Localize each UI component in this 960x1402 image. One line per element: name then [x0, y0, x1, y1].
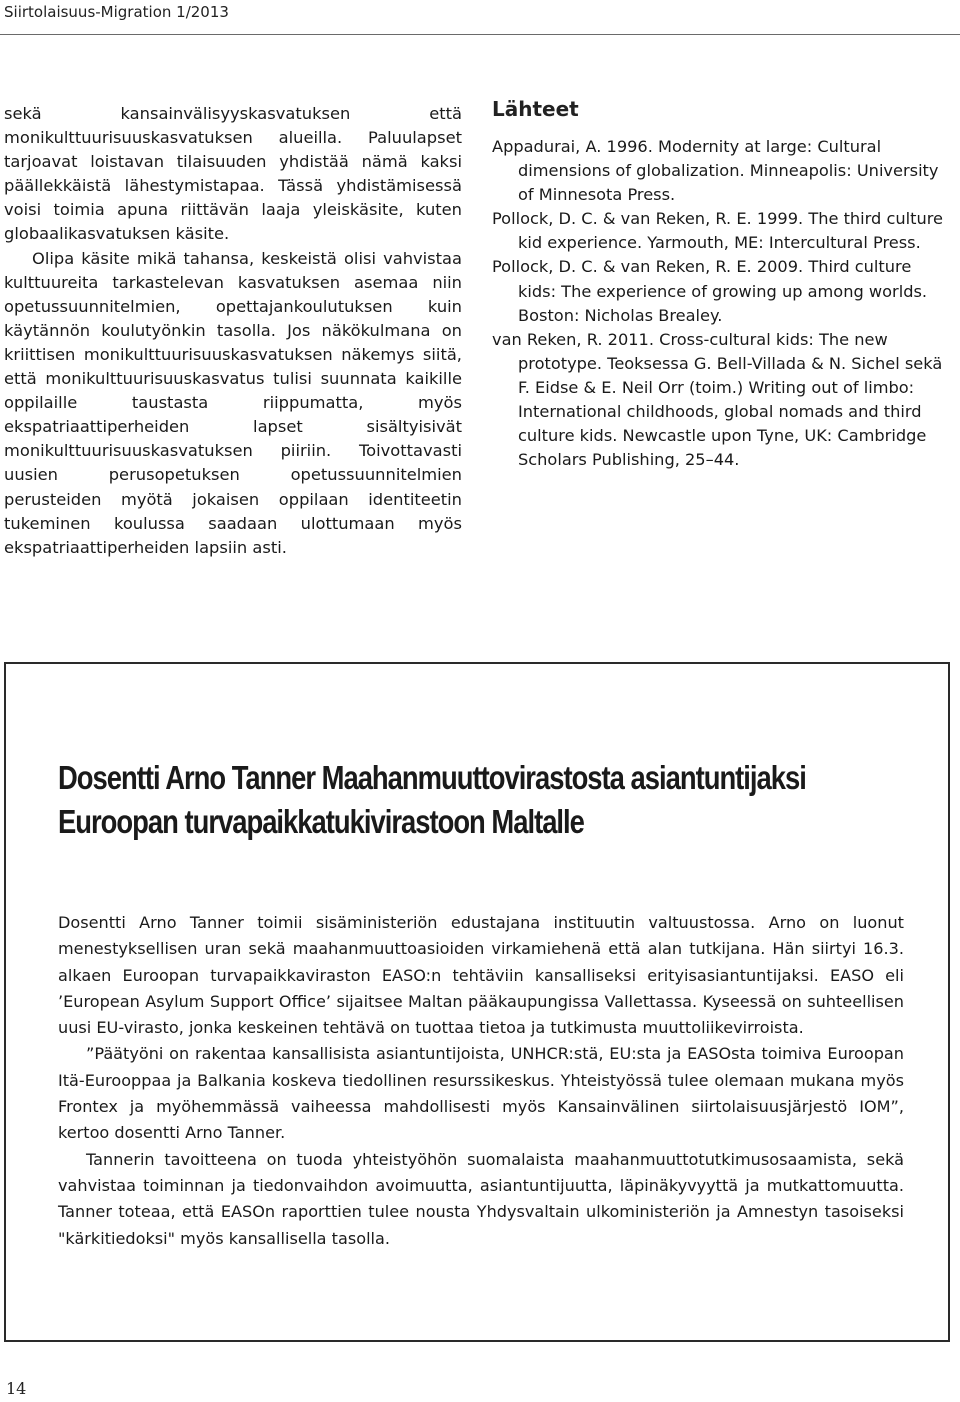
reference-item: Appadurai, A. 1996. Modernity at large: Cultural dimensions of globalization. Minneapolis: University of Minnesota Press.: [492, 137, 939, 205]
reference-item: Pollock, D. C. & van Reken, R. E. 2009. Third culture kids: The experience of growing up among worlds. Boston: Nicholas Brealey.: [492, 257, 928, 325]
reference-item: van Reken, R. 2011. Cross-cultural kids: The new prototype. Teoksessa G. Bell-Villada & N. Sichel sekä F. Eidse & E. Neil Orr (toim.) Writing out of limbo: International childhoods, global nomads and third culture kids. Newcastle upon Tyne, UK: Cambridge Scholars Publishing, 25–44.: [492, 329, 943, 470]
news-box-title: [58, 756, 921, 844]
page-number: 14: [6, 1379, 27, 1398]
reference-item: Pollock, D. C. & van Reken, R. E. 1999. The third culture kid experience. Yarmouth, ME: Intercultural Press.: [492, 209, 943, 253]
paragraph: Olipa käsite mikä tahansa, keskeistä olisi vahvistaa kulttuureita tarkastelevan kasvatuksen asemaa niin opetussuunnitelmien, opettajankoulutuksen kuin käytännön koulutyönkin tasolla. Jos näkökulmana on kriittisen monikulttuurisuuskasvatuksen näkemys siitä, että monikulttuurisuuskasvatus tulisi suunnata kaikille oppilaille taustasta riippumatta, myös ekspatriaattiperheiden lapset sisältyisivät monikulttuurisuuskasvatuksen piiriin. Toivottavasti uusien perusopetuksen opetussuunnitelmien perusteiden myötä jokaisen oppilaan identiteetin tukeminen koulussa saadaan ulottumaan myös ekspatriaattiperheiden lapsiin asti.: [4, 248, 462, 557]
paragraph: Tannerin tavoitteena on tuoda yhteistyöhön suomalaista maahanmuuttotutkimusosaamista, sekä vahvistaa toiminnan ja tiedonvaihdon avoimuutta, asiantuntijuutta, läpinäkyvyyttä ja mutkattomuutta. Tanner toteaa, että EASOn raporttien tulee nousta Yhdysvaltain ulkoministeriön ja Amnestyn tasoiseksi "kärkitiedoksi" myös kansallisella tasolla.: [58, 1149, 904, 1248]
news-box: [4, 662, 950, 1342]
left-column-text: [4, 102, 462, 560]
running-header: Siirtolaisuus-Migration 1/2013: [4, 3, 229, 21]
news-title-line: Euroopan turvapaikkatukivirastoon Maltalle: [58, 803, 584, 840]
news-title-line: Dosentti Arno Tanner Maahanmuuttovirastosta asiantuntijaksi: [58, 759, 806, 796]
header-divider: [0, 34, 960, 35]
paragraph: Dosentti Arno Tanner toimii sisäministeriön edustajana instituutin valtuustossa. Arno on luonut menestyksellisen uran sekä maahanmuuttoasioiden virkamiehenä että alan tutkijana. Hän siirtyi 16.3. alkaen Euroopan turvapaikkaviraston EASO:n tehtäviin kansalliseksi erityisasiantuntijaksi. EASO eli ’European Asylum Support Office’ sijaitsee Maltan pääkaupungissa Vallettassa. Kyseessä on suhteellisen uusi EU-virasto, jonka keskeinen tehtävä on tuottaa tietoa ja tutkimusta muuttoliikevirroista.: [58, 913, 904, 1038]
references-section: [492, 97, 954, 472]
news-box-body: [58, 910, 904, 1252]
references-heading: Lähteet: [492, 97, 579, 121]
paragraph: ”Päätyöni on rakentaa kansallisista asiantuntijoista, UNHCR:stä, EU:sta ja EASOsta toimiva Euroopan Itä-Eurooppaa ja Balkania koskeva tiedollinen resurssikeskus. Yhteistyössä tulee olemaan mukana myös Frontex ja myöhemmässä vaiheessa mahdollisesti myös Kansainvälinen siirtolaisuusjärjestö IOM”, kertoo dosentti Arno Tanner.: [58, 1044, 904, 1143]
paragraph: sekä kansainvälisyyskasvatuksen että monikulttuurisuuskasvatuksen alueilla. Paluulapset tarjoavat loistavan tilaisuuden yhdistää nämä kaksi päällekkäistä lähestymistapaa. Tässä yhdistämisessä voisi toimia apuna riittävän laaja yleiskäsite, kuten globaalikasvatuksen käsite.: [4, 104, 462, 244]
